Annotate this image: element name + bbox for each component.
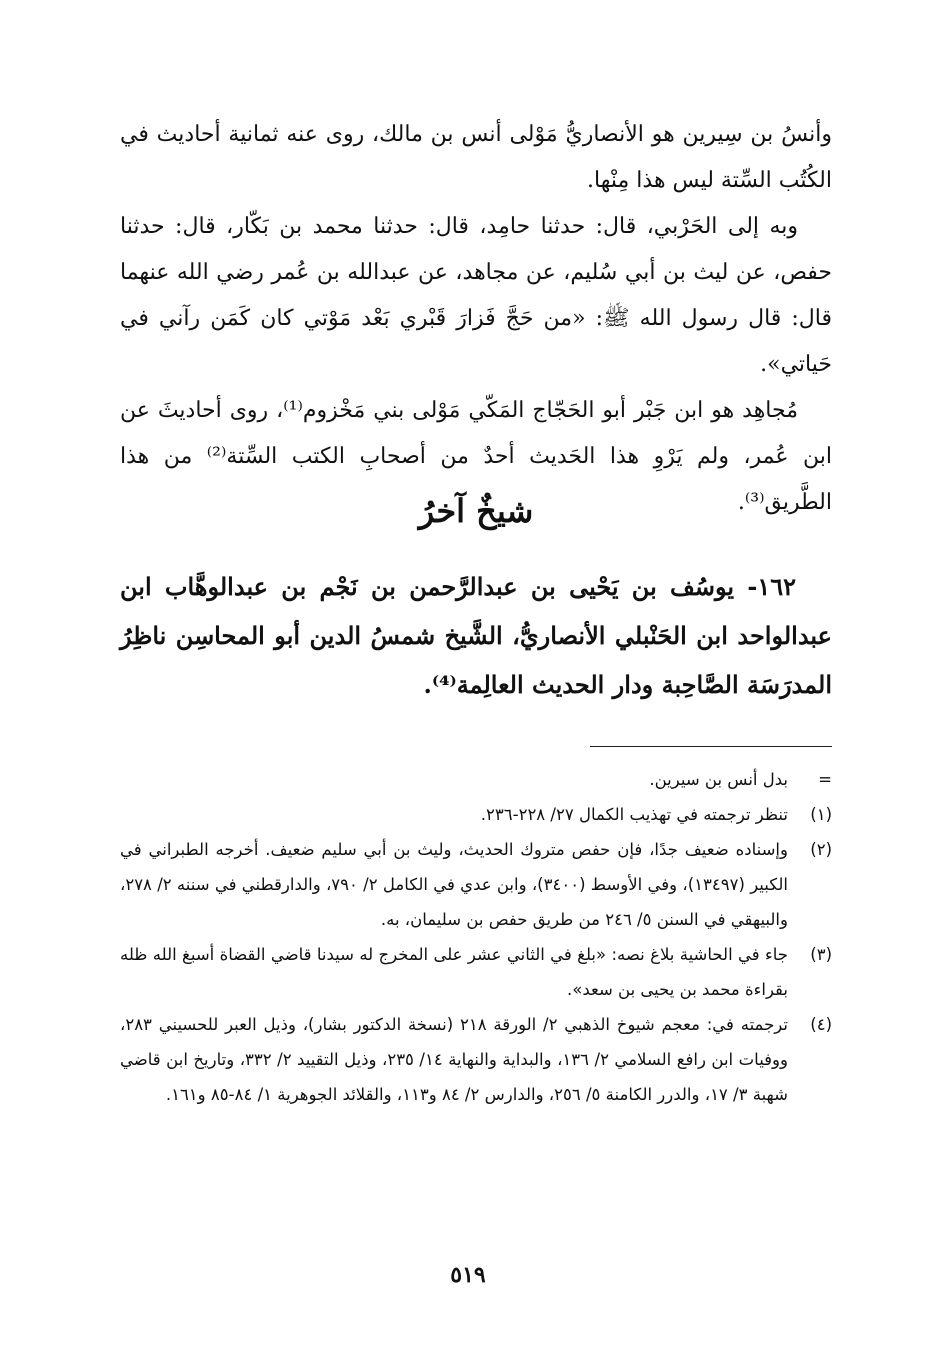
footnote-1 <box>120 797 832 832</box>
footnote-continuation <box>120 762 832 797</box>
footnote-mark: (٢) <box>810 840 832 859</box>
footnote-mark: (١) <box>810 805 832 824</box>
footnote-3 <box>120 937 832 1007</box>
footnote-mark: (٣) <box>810 945 832 964</box>
paragraph-ibn-sirin: وأنسُ بن سِيرين هو الأنصاريُّ مَوْلى أنس بن مالك، روى عنه ثمانية أحاديث في الكُتُب السِّتة ليس هذا مِنْها. <box>120 122 832 193</box>
footnote-2 <box>120 832 832 937</box>
entry-162-text: ١٦٢- يوسُف بن يَحْيى بن عبدالرَّحمن بن نَجْم بن عبدالوهَّاب ابن عبدالواحد ابن الحَنْبلي الأنصاريُّ، الشَّيخ شمسُ الدين أبو المحاسِن ناظِرُ المدرَسَة الصَّاحِبة ودار الحديث العالِمة⁽⁴⁾. <box>120 572 832 699</box>
footnote-4 <box>120 1007 832 1112</box>
footnotes <box>120 762 832 1112</box>
paragraph-hadith-chain: وبه إلى الحَرْبي، قال: حدثنا حامِد، قال: حدثنا محمد بن بَكّار، قال: حدثنا حفص، عن ليث بن أبي سُليم، عن مجاهد، عن عبدالله بن عُمر رضي الله عنهما قال: قال رسول الله ﷺ: «من حَجَّ فَزارَ قَبْري بَعْد مَوْتي كان كَمَن رآني في حَياتي». <box>120 214 832 377</box>
footnote-text: بدل أنس بن سيرين. <box>649 770 788 789</box>
footnote-text: جاء في الحاشية بلاغ نصه: «بلغ في الثاني عشر على المخرج له سيدنا قاضي القضاة أسبغ الله ظله بقراءة محمد بن يحيى بن سعد». <box>120 945 788 999</box>
footnote-mark: = <box>818 770 832 789</box>
footnote-mark: (٤) <box>810 1015 832 1034</box>
main-text <box>120 112 832 526</box>
footnote-text: تنظر ترجمته في تهذيب الكمال ٢٧/ ٢٢٨-٢٣٦. <box>480 805 788 824</box>
footnote-separator <box>590 746 832 747</box>
footnote-text: ترجمته في: معجم شيوخ الذهبي ٢/ الورقة ٢١٨ (نسخة الدكتور بشار)، وذيل العبر للحسيني ٢٨٣، ووفيات ابن رافع السلامي ٢/ ١٣٦، والبداية والنهاية ١٤/ ٢٣٥، وذيل التقييد ٢/ ٣٣٢، وتاريخ ابن قاضي شهبة ٣/ ١٧، والدرر الكامنة ٥/ ٢٥٦، والدارس ٢/ ٨٤ و١١٣، والقلائد الجوهرية ١/ ٨٤-٨٥ و١٦١. <box>120 1015 788 1104</box>
biography-entry <box>120 562 832 709</box>
footnote-text: وإسناده ضعيف جدًا، فإن حفص متروك الحديث، وليث بن أبي سليم ضعيف. أخرجه الطبراني في الكبير (١٣٤٩٧)، وفي الأوسط (٣٤٠٠)، وابن عدي في الكامل ٢/ ٧٩٠، والدارقطني في سننه ٢/ ٢٧٨، والبيهقي في السنن ٥/ ٢٤٦ من طريق حفص بن سليمان، به. <box>120 840 788 929</box>
paragraph-mujahid: مُجاهِد هو ابن جَبْر أبو الحَجّاج المَكّي مَوْلى بني مَخْزوم⁽¹⁾، روى أحاديثَ عن ابن عُمر، ولم يَرْوِ هذا الحَديث أحدٌ من أصحابِ الكتب السِّتة⁽²⁾ من هذا الطَّريق⁽³⁾. <box>120 398 832 515</box>
page-number: ٥١٩ <box>450 1262 486 1288</box>
section-heading: شيخٌ آخرُ <box>418 492 534 530</box>
